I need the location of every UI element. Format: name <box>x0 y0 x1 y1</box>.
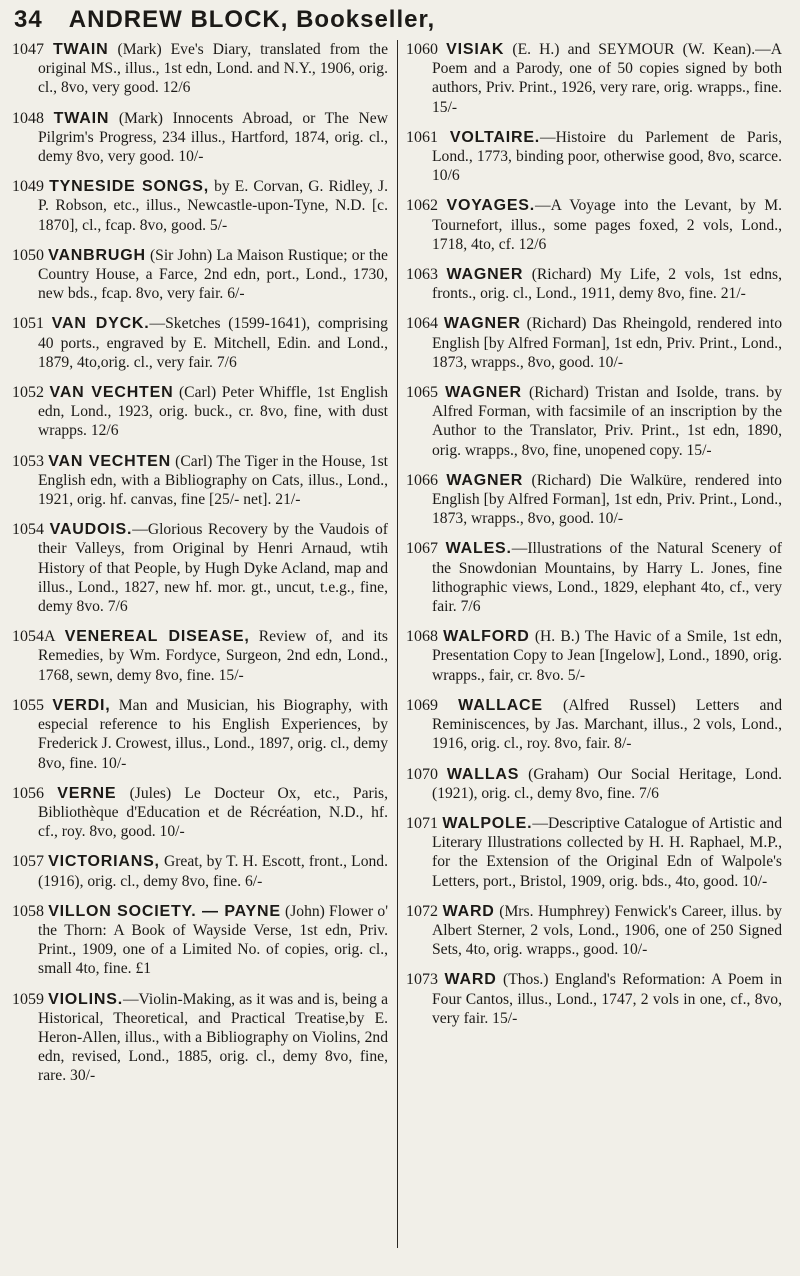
entry-number: 1053 <box>12 452 44 470</box>
entry-description: (Alfred Russel) Letters and Reminiscences, by Jas. Marchant, illus., 2 vols, Lond., 1916, orig. cl., roy. 8vo, fair. 8/- <box>432 696 782 753</box>
entry-description: —Sketches (1599-1641), comprising 40 ports., engraved by E. Mitchell, Edin. and Lond., 1879, 4to,orig. cl., very fair. 7/6 <box>38 315 388 371</box>
catalogue-entry <box>406 765 782 803</box>
entry-number: 1048 <box>12 109 44 127</box>
entry-description: —Glorious Recovery by the Vaudois of their Valleys, from Original by Henri Arnaud, wtih History of that People, by Hugh Dyke Acland, map and illus., Lond., 1827, new hf. mor. gt., uncut, t.e.g., fine, demy 8vo. 7/6 <box>38 521 388 616</box>
entry-heading: VOYAGES. <box>446 197 536 215</box>
entry-description: (Richard) Die Walküre, rendered into English [by Alfred Forman], 1st edn, Priv. Print., Lond., 1873, wrapps., 8vo, good. 10/- <box>432 471 782 528</box>
catalogue-entry <box>406 539 782 616</box>
entry-description: (John) Flower o' the Thorn: A Book of Wayside Verse, 1st edn, Priv. Print., 1909, one of a Limited No. of copies, orig. cl., small 4to, fine. £1 <box>38 902 389 978</box>
entry-number: 1069 <box>406 696 438 714</box>
entry-heading: VOLTAIRE. <box>449 128 541 146</box>
entry-number: 1052 <box>12 384 44 402</box>
catalogue-entry <box>12 520 388 616</box>
entry-heading: VIOLINS. <box>48 990 123 1008</box>
entry-heading: VAUDOIS. <box>49 521 133 539</box>
entry-number: 1066 <box>406 471 438 489</box>
catalogue-entry <box>12 902 388 979</box>
entry-description: (Sir John) La Maison Rustique; or the Country House, a Farce, 2nd edn, port., Lond., 1730, new bds., fcap. 8vo, very fair. 6/- <box>38 246 388 303</box>
entry-number: 1047 <box>12 41 44 58</box>
entry-heading: VISIAK <box>446 41 505 58</box>
catalogue-entry <box>12 452 388 510</box>
entry-description: by E. Corvan, G. Ridley, J. P. Robson, etc., illus., Newcastle-upon-Tyne, N.D. [c. 1870], cl., fcap. 8vo, good. 5/- <box>38 178 389 234</box>
entry-heading: VICTORIANS, <box>48 853 160 871</box>
entry-description: (Jules) Le Docteur Ox, etc., Paris, Bibliothèque d'Education et de Récréation, N.D., hf. cf., roy. 8vo, good. 10/- <box>38 784 388 841</box>
entry-description: —Descriptive Catalogue of Artistic and Literary Illustrations collected by H. H. Raphael, M.P., for the Extension of the Original Edn of Walpole's Letters, port., Bristol, 1909, orig. bds., 4to, good. 10/- <box>432 814 782 890</box>
entry-number: 1058 <box>12 902 44 920</box>
entry-number: 1071 <box>406 814 438 832</box>
entry-number: 1062 <box>406 197 438 215</box>
entry-heading: TWAIN <box>52 41 109 58</box>
entry-heading: WALPOLE. <box>442 814 533 832</box>
entry-number: 1072 <box>406 902 438 920</box>
entry-description: (Mark) Innocents Abroad, or The New Pilgrim's Progress, 234 illus., Hartford, 1874, orig. cl., demy 8vo, very good. 10/- <box>38 109 388 166</box>
catalogue-entry <box>406 40 782 117</box>
entry-heading: VERDI, <box>52 696 111 714</box>
entry-heading: VERNE <box>57 784 117 802</box>
entry-heading: VAN VECHTEN <box>48 452 171 470</box>
entry-heading: WAGNER <box>446 266 524 284</box>
entry-number: 1067 <box>406 540 438 558</box>
entry-number: 1063 <box>406 266 438 284</box>
entry-description: (Carl) The Tiger in the House, 1st English edn, with a Bibliography on Cats, illus., Lond., 1921, orig. hf. canvas, fine [25/- net]. 21/- <box>38 452 388 509</box>
entry-description: (Carl) Peter Whiffle, 1st English edn, Lond., 1923, orig. buck., cr. 8vo, fine, with dust wrapps. 12/6 <box>38 384 389 440</box>
entry-number: 1061 <box>406 128 438 146</box>
entry-heading: WALFORD <box>443 628 530 646</box>
left-column <box>12 40 388 1097</box>
entry-description: (E. H.) and SEYMOUR (W. Kean).—A Poem and a Parody, one of 50 copies signed by both authors, Priv. Print., 1926, very rare, orig. wrapps., fine. 15/- <box>432 41 782 116</box>
entry-number: 1059 <box>12 990 44 1008</box>
entry-heading: WALLAS <box>446 765 520 783</box>
entry-description: (Graham) Our Social Heritage, Lond. (1921), orig. cl., demy 8vo, fine. 7/6 <box>432 765 782 802</box>
catalogue-entry <box>406 970 782 1028</box>
entry-description: Man and Musician, his Biography, with especial reference to his English Experiences, by Frederick J. Crowest, illus., Lond., 1897, orig. cl., demy 8vo, fine. 10/- <box>38 696 388 772</box>
entry-heading: WAGNER <box>445 384 522 402</box>
catalogue-entry <box>12 696 388 773</box>
entry-heading: TYNESIDE SONGS, <box>49 178 210 196</box>
page-title: ANDREW BLOCK, Bookseller, <box>68 6 436 33</box>
entry-heading: WAGNER <box>443 315 521 333</box>
entry-number: 1064 <box>406 315 438 333</box>
catalogue-entry <box>12 990 388 1086</box>
entry-heading: VILLON SOCIETY. — PAYNE <box>48 902 281 920</box>
entry-number: 1054 <box>12 521 44 539</box>
catalogue-entry <box>406 696 782 754</box>
entry-number: 1065 <box>406 384 438 402</box>
catalogue-entry <box>12 627 388 685</box>
entry-description: (Richard) Das Rheingold, rendered into English [by Alfred Forman], 1st edn, Priv. Print., Lond., 1873, wrapps., 8vo, good. 10/- <box>432 315 782 371</box>
entry-number: 1070 <box>406 765 438 783</box>
entry-heading: VAN DYCK. <box>51 315 150 333</box>
entry-number: 1056 <box>12 784 44 802</box>
entry-number: 1073 <box>406 971 438 989</box>
entry-description: (Richard) Tristan and Isolde, trans. by Alfred Forman, with facsimile of an inscription by the Author to the Translator, Priv. Print., 1st edn, 1890, orig. wrapps., 8vo, fine, unopened copy. 15/- <box>432 384 782 459</box>
catalogue-entry <box>406 314 782 372</box>
entry-heading: WARD <box>442 902 495 920</box>
entry-number: 1050 <box>12 246 44 264</box>
entry-heading: TWAIN <box>53 109 110 127</box>
catalogue-entry <box>406 471 782 529</box>
catalogue-entry <box>406 902 782 960</box>
entry-heading: VAN VECHTEN <box>49 384 174 402</box>
catalogue-entry <box>12 177 388 235</box>
catalogue-entry <box>12 784 388 842</box>
entry-heading: WAGNER <box>446 471 524 489</box>
catalogue-entry <box>12 314 388 372</box>
catalogue-entry <box>12 246 388 304</box>
entry-description: Review of, and its Remedies, by Wm. Fordyce, Surgeon, 2nd edn, Lond., 1768, sewn, demy 8vo, fine. 15/- <box>38 628 388 684</box>
entry-heading: WARD <box>444 971 497 989</box>
entry-description: Great, by T. H. Escott, front., Lond. (1916), orig. cl., demy 8vo, fine. 6/- <box>38 853 388 890</box>
catalogue-entry <box>12 852 388 890</box>
catalogue-entry <box>406 627 782 685</box>
column-divider <box>397 40 398 1248</box>
catalogue-entry <box>12 109 388 167</box>
entry-number: 1057 <box>12 853 44 871</box>
entry-heading: VENEREAL DISEASE, <box>64 628 250 646</box>
entry-description: —Violin-Making, as it was and is, being a Historical, Theoretical, and Practical Treatise,by E. Heron-Allen, illus., with a Bibliography on Violins, 2nd edn, revised, Lond., 1885, orig. cl., demy 8vo, fine, rare. 30/- <box>38 990 388 1085</box>
entry-description: (Thos.) England's Reformation: A Poem in Four Cantos, illus., Lond., 1747, 2 vols in one, cf., 8vo, very fair. 15/- <box>432 971 782 1027</box>
entry-number: 1049 <box>12 178 44 196</box>
catalogue-entry <box>406 383 782 460</box>
entry-number: 1060 <box>406 41 438 58</box>
catalogue-entry <box>12 40 388 98</box>
right-column <box>406 40 782 1039</box>
page-header <box>14 0 790 40</box>
entry-description: —Illustrations of the Natural Scenery of the Snowdonian Mountains, by Harry L. Jones, fine lithographic views, Lond., 1829, elephant 4to, cf., very fair. 7/6 <box>432 540 782 616</box>
catalogue-entry <box>12 383 388 441</box>
entry-description: (Mark) Eve's Diary, translated from the original MS., illus., 1st edn, Lond. and N.Y., 1906, orig. cl., 8vo, very good. 12/6 <box>38 41 389 97</box>
entry-description: —Histoire du Parlement de Paris, Lond., 1773, binding poor, otherwise good, 8vo, scarce. 10/6 <box>432 128 782 185</box>
catalogue-entry <box>406 128 782 186</box>
entry-description: (Richard) My Life, 2 vols, 1st edns, fronts., orig. cl., Lond., 1911, demy 8vo, fine. 21/- <box>432 266 782 303</box>
entry-description: (H. B.) The Havic of a Smile, 1st edn, Presentation Copy to Jean [Ingelow], Lond., 1890, orig. wrapps., fair, cr. 8vo. 5/- <box>432 628 782 684</box>
entry-number: 1054A <box>12 628 56 646</box>
entry-description: (Mrs. Humphrey) Fenwick's Career, illus. by Albert Sterner, 2 vols, Lond., 1906, one of 250 Signed Sets, 4to, orig. wrapps., good. 10/- <box>432 902 782 959</box>
entry-heading: WALLACE <box>458 696 543 714</box>
entry-number: 1068 <box>406 628 438 646</box>
page-number: 34 <box>14 6 43 33</box>
entry-description: —A Voyage into the Levant, by M. Tournefort, illus., some pages foxed, 2 vols, Lond., 1718, 4to, cf. 12/6 <box>432 197 782 253</box>
catalogue-entry <box>406 814 782 891</box>
entry-heading: WALES. <box>445 540 512 558</box>
catalogue-entry <box>406 196 782 254</box>
entry-number: 1055 <box>12 696 44 714</box>
catalogue-entry <box>406 265 782 303</box>
entry-heading: VANBRUGH <box>48 246 146 264</box>
entry-number: 1051 <box>12 315 44 333</box>
